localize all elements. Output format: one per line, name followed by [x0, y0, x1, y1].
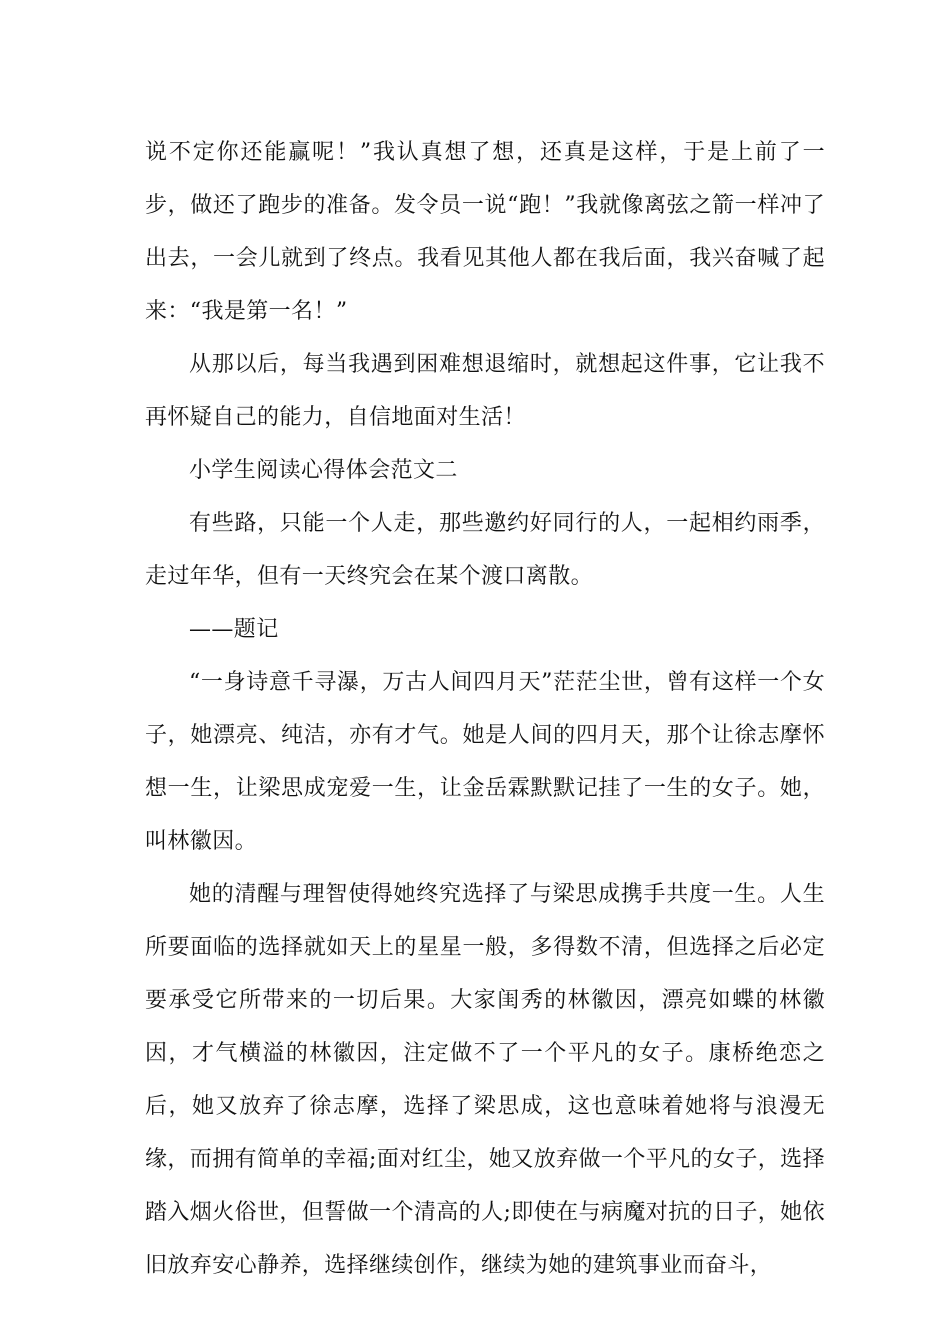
document-body — [145, 126, 825, 1292]
paragraph-epigraph: 有些路，只能一个人走，那些邀约好同行的人，一起相约雨季，走过年华，但有一天终究会在某个渡口离散。 — [145, 511, 825, 589]
section-heading: 小学生阅读心得体会范文二 — [189, 458, 458, 483]
epigraph-attribution: ——题记 — [189, 617, 279, 642]
paragraph-3: “一身诗意千寻瀑，万古人间四月天”茫茫尘世，曾有这样一个女子，她漂亮、纯洁，亦有才气。她是人间的四月天，那个让徐志摩怀想一生，让梁思成宠爱一生，让金岳霖默默记挂了一生的女子。她，叫林徽因。 — [145, 670, 825, 854]
paragraph-2: 从那以后，每当我遇到困难想退缩时，就想起这件事，它让我不再怀疑自己的能力，自信地面对生活！ — [145, 352, 825, 430]
paragraph-1: 说不定你还能赢呢！”我认真想了想，还真是这样，于是上前了一步，做还了跑步的准备。发令员一说“跑！”我就像离弦之箭一样冲了出去，一会儿就到了终点。我看见其他人都在我后面，我兴奋喊了起来：“我是第一名！” — [145, 140, 825, 324]
paragraph-4: 她的清醒与理智使得她终究选择了与梁思成携手共度一生。人生所要面临的选择就如天上的星星一般，多得数不清，但选择之后必定要承受它所带来的一切后果。大家闺秀的林徽因，漂亮如蝶的林徽因，才气横溢的林徽因，注定做不了一个平凡的女子。康桥绝恋之后，她又放弃了徐志摩，选择了梁思成，这也意味着她将与浪漫无缘，而拥有简单的幸福;面对红尘，她又放弃做一个平凡的女子，选择踏入烟火俗世，但誓做一个清高的人;即使在与病魔对抗的日子，她依旧放弃安心静养，选择继续创作，继续为她的建筑事业而奋斗， — [145, 882, 825, 1278]
